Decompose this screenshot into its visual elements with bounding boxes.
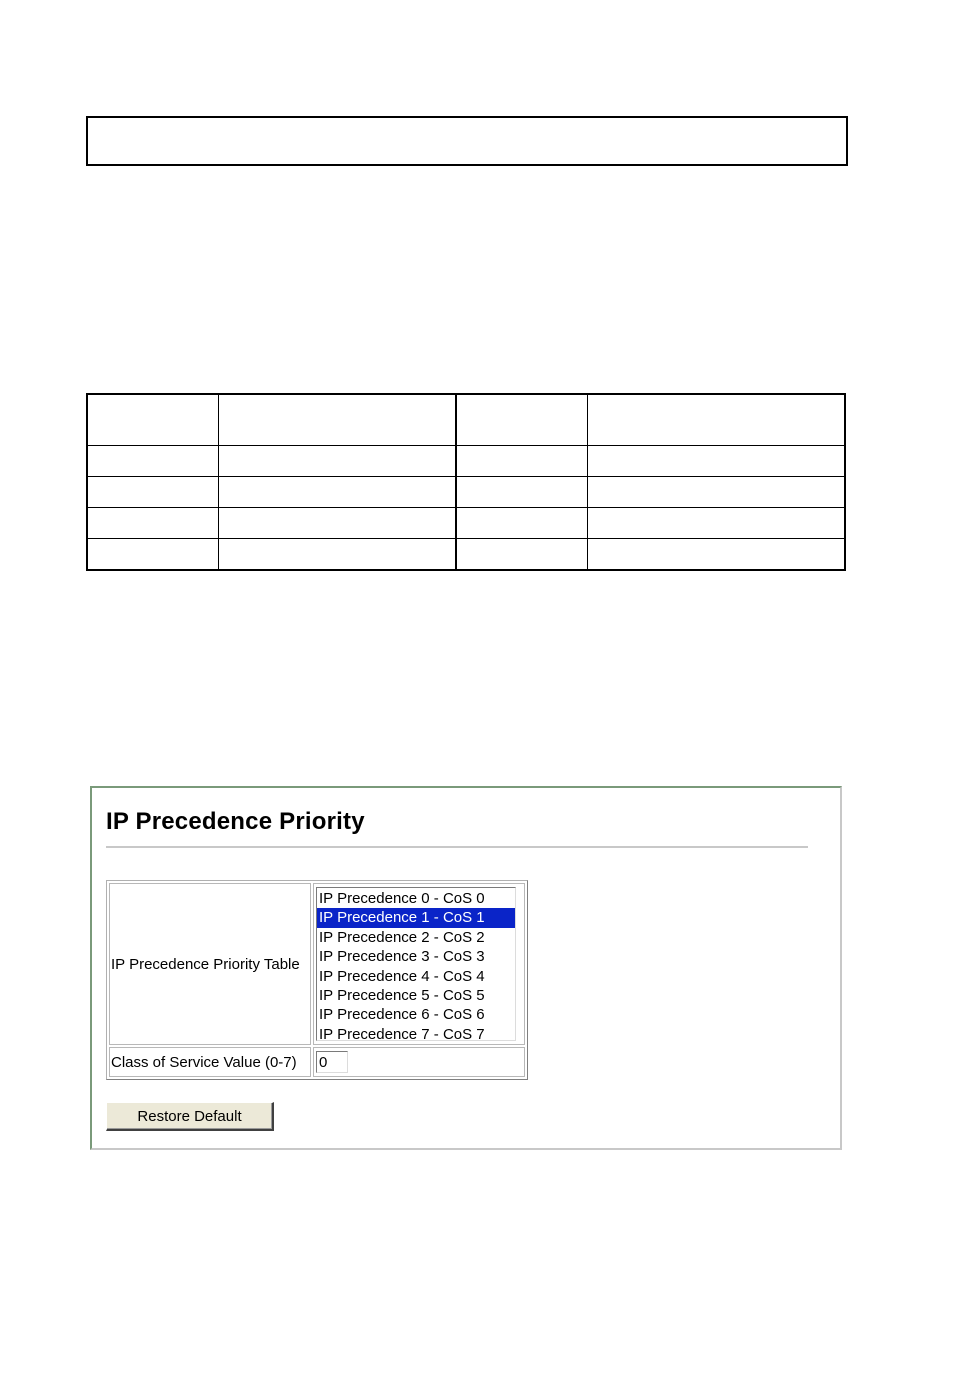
table-cell	[588, 539, 846, 571]
cos-value-input[interactable]	[316, 1051, 348, 1073]
page-title: IP Precedence Priority	[106, 808, 365, 835]
table-cell	[87, 477, 219, 508]
table-cell	[87, 539, 219, 571]
table-cell	[588, 477, 846, 508]
table-cell	[219, 394, 457, 446]
priority-option[interactable]: IP Precedence 3 - CoS 3	[319, 948, 485, 966]
table-cell	[456, 508, 588, 539]
priority-option[interactable]: IP Precedence 5 - CoS 5	[319, 986, 485, 1004]
priority-table-cell	[313, 883, 525, 1045]
table-cell	[456, 394, 588, 446]
mapping-table	[86, 393, 846, 571]
priority-option[interactable]: IP Precedence 2 - CoS 2	[319, 928, 485, 946]
cos-cell	[313, 1047, 525, 1077]
cos-row	[109, 1047, 525, 1077]
table-header-row	[87, 394, 845, 446]
table-cell	[87, 446, 219, 477]
priority-option[interactable]: IP Precedence 1 - CoS 1	[317, 908, 515, 927]
priority-listbox[interactable]	[316, 887, 516, 1041]
table-cell	[456, 477, 588, 508]
table-cell	[219, 477, 457, 508]
table-cell	[87, 394, 219, 446]
priority-table-label: IP Precedence Priority Table	[109, 883, 311, 1045]
priority-table-row	[109, 883, 525, 1045]
table-row	[87, 477, 845, 508]
top-note-box	[86, 116, 848, 166]
table-cell	[588, 508, 846, 539]
title-divider	[106, 846, 808, 848]
settings-form	[106, 880, 528, 1080]
table-cell	[87, 508, 219, 539]
restore-default-button[interactable]: Restore Default	[106, 1102, 274, 1131]
table-cell	[219, 508, 457, 539]
table-cell	[588, 446, 846, 477]
table-row	[87, 539, 845, 571]
priority-option[interactable]: IP Precedence 6 - CoS 6	[319, 1006, 485, 1024]
table-row	[87, 446, 845, 477]
table-cell	[219, 446, 457, 477]
ip-precedence-panel	[90, 786, 842, 1150]
table-cell	[456, 539, 588, 571]
table-cell	[456, 446, 588, 477]
cos-label: Class of Service Value (0-7)	[109, 1047, 311, 1077]
table-row	[87, 508, 845, 539]
table-cell	[219, 539, 457, 571]
priority-option[interactable]: IP Precedence 7 - CoS 7	[319, 1025, 485, 1041]
priority-option[interactable]: IP Precedence 0 - CoS 0	[319, 890, 485, 907]
table-cell	[588, 394, 846, 446]
priority-option[interactable]: IP Precedence 4 - CoS 4	[319, 967, 485, 985]
